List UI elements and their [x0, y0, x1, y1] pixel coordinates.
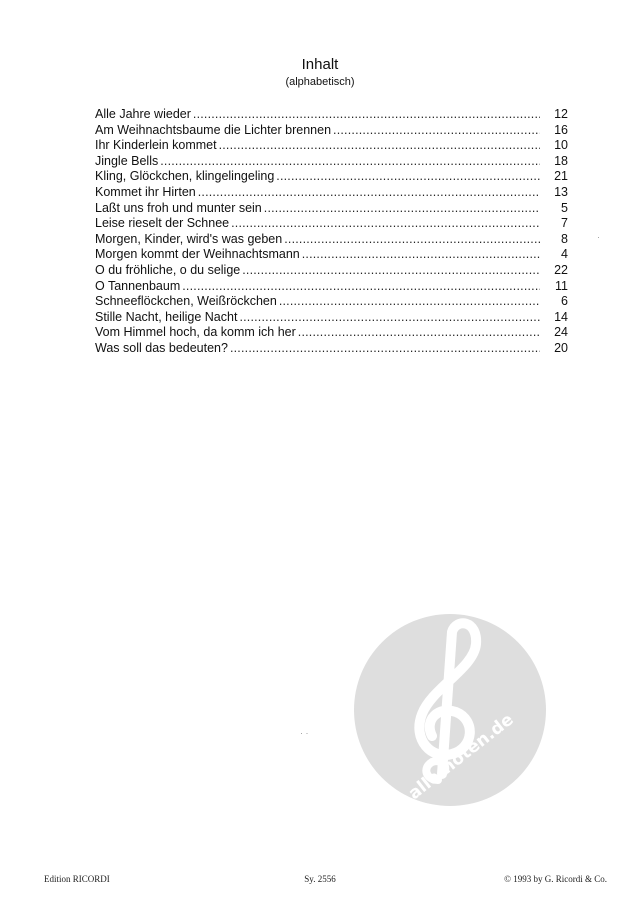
toc-entry-page: 24: [554, 325, 568, 340]
page-title: Inhalt: [301, 56, 339, 73]
toc-entry-page: 13: [554, 184, 568, 199]
toc-entry-page: 6: [561, 294, 568, 309]
toc-leader-dots: [231, 216, 540, 232]
toc-entry-page: 22: [554, 262, 568, 277]
toc-entry-page: 18: [554, 153, 568, 168]
toc-leader-dots: [333, 123, 540, 139]
toc-entry-title: O Tannenbaum: [95, 278, 181, 293]
toc-entry-title: Was soll das bedeuten?: [95, 340, 228, 355]
toc-entry: [95, 216, 568, 232]
toc-entry: [95, 154, 568, 170]
page-subtitle: (alphabetisch): [285, 76, 355, 88]
toc-entry: [95, 138, 568, 154]
toc-leader-dots: [230, 341, 540, 357]
toc-entry: [95, 310, 568, 326]
toc-leader-dots: [284, 232, 540, 248]
toc-entry-title: Laßt uns froh und munter sein: [95, 200, 262, 215]
toc-entry-title: Morgen kommt der Weihnachtsmann: [95, 247, 300, 262]
watermark-logo: [352, 612, 548, 808]
toc-entry-page: 4: [561, 247, 568, 262]
stray-print-mark: · ·: [300, 728, 309, 738]
toc-entry-page: 7: [561, 216, 568, 231]
toc-entry-page: 20: [554, 340, 568, 355]
toc-entry-title: Schneeflöckchen, Weißröckchen: [95, 294, 277, 309]
stray-print-mark: ·: [597, 232, 600, 242]
toc-entry-title: Jingle Bells: [95, 153, 159, 168]
toc-leader-dots: [219, 138, 540, 154]
toc-entry: [95, 341, 568, 357]
toc-leader-dots: [276, 169, 540, 185]
toc-leader-dots: [279, 294, 540, 310]
toc-entry: [95, 279, 568, 295]
toc-entry-title: Ihr Kinderlein kommet: [95, 138, 217, 153]
toc-leader-dots: [193, 107, 540, 123]
toc-entry-page: 14: [554, 309, 568, 324]
footer-copyright: © 1993 by G. Ricordi & Co.: [504, 874, 607, 884]
toc-leader-dots: [239, 310, 540, 326]
toc-entry: [95, 185, 568, 201]
toc-entry: [95, 247, 568, 263]
footer-catalog-number: Sy. 2556: [304, 874, 336, 884]
toc-leader-dots: [302, 247, 540, 263]
toc-entry-title: Leise rieselt der Schnee: [95, 216, 230, 231]
toc-entry-page: 16: [554, 122, 568, 137]
table-of-contents: [95, 107, 568, 357]
toc-entry-title: Stille Nacht, heilige Nacht: [95, 309, 238, 324]
toc-leader-dots: [182, 279, 540, 295]
toc-leader-dots: [264, 201, 540, 217]
toc-entry-page: 8: [561, 231, 568, 246]
toc-entry-title: Kommet ihr Hirten: [95, 184, 196, 199]
toc-entry-title: Morgen, Kinder, wird's was geben: [95, 231, 283, 246]
toc-leader-dots: [160, 154, 540, 170]
toc-entry: [95, 169, 568, 185]
toc-leader-dots: [198, 185, 540, 201]
toc-entry: [95, 107, 568, 123]
footer-publisher: Edition RICORDI: [44, 874, 110, 884]
toc-entry: [95, 232, 568, 248]
toc-entry: [95, 201, 568, 217]
toc-entry-page: 12: [554, 107, 568, 121]
toc-entry: [95, 325, 568, 341]
toc-entry-title: Alle Jahre wieder: [95, 107, 191, 121]
watermark-text: alle-noten.de: [404, 709, 518, 804]
toc-entry: [95, 294, 568, 310]
toc-entry-title: Am Weihnachtsbaume die Lichter brennen: [95, 122, 332, 137]
toc-entry-page: 5: [561, 200, 568, 215]
toc-entry-page: 10: [554, 138, 568, 153]
toc-entry-page: 21: [554, 169, 568, 184]
toc-entry: [95, 123, 568, 139]
toc-leader-dots: [242, 263, 540, 279]
toc-entry: [95, 263, 568, 279]
toc-leader-dots: [298, 325, 540, 341]
toc-entry-title: Kling, Glöckchen, klingelingeling: [95, 169, 275, 184]
toc-entry-page: 11: [555, 278, 568, 293]
toc-entry-title: Vom Himmel hoch, da komm ich her: [95, 325, 296, 340]
toc-entry-title: O du fröhliche, o du selige: [95, 262, 241, 277]
